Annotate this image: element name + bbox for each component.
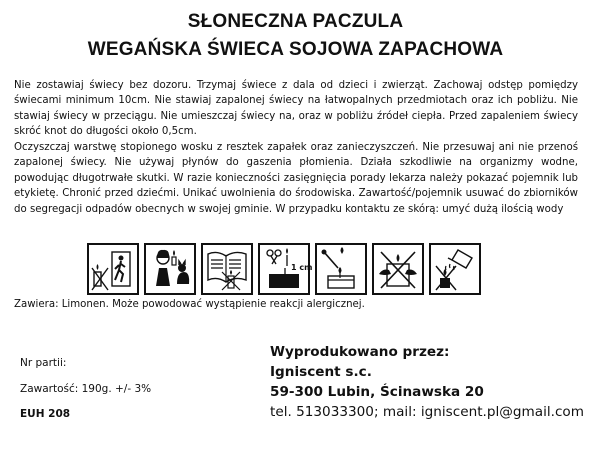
product-name: SŁONECZNA PACZULA bbox=[187, 11, 404, 32]
remove-debris-icon bbox=[315, 243, 367, 295]
net-content: Zawartość: 190g. +/- 3% bbox=[20, 383, 152, 395]
manufacturer-address: 59-300 Lubin, Ścinawska 20 bbox=[270, 384, 484, 400]
no-draft-icon bbox=[201, 243, 253, 295]
wick-length-label: 1 cm bbox=[291, 263, 313, 272]
allergen-notice: Zawiera: Limonen. Może powodować wystąpienie reakcji alergicznej. bbox=[14, 299, 365, 310]
do-not-move-lit-candle-icon bbox=[372, 243, 424, 295]
safety-paragraph-2: Oczyszczaj warstwę stopionego wosku z resztek zapałek oraz zanieczyszczeń. Nie przesuwaj ani nie przenoś zapalonej świecy. Nie używaj płynów do gaszenia płomienia. Działa szkodliwie na organizmy wodne, powodując długotrwałe skutki. W razie konieczności zasięgnięcia porady lekarza należy pokazać pojemnik lub etykietę. Chronić przed dziećmi. Unikać uwolnienia do środowiska. Zawartość/pojemnik usuwać do zbiorników do segregacji odpadów obecnych w swojej gminie. W przypadku kontaktu ze skórą: umyć dużą ilością wody bbox=[14, 142, 578, 215]
do-not-leave-unattended-icon bbox=[87, 243, 139, 295]
euh-code: EUH 208 bbox=[20, 408, 71, 420]
manufacturer-heading: Wyprodukowano przez: bbox=[270, 344, 450, 360]
safety-paragraph-1: Nie zostawiaj świecy bez dozoru. Trzymaj świece z dala od dzieci i zwierząt. Zachowaj odstęp pomiędzy świecami minimum 10cm. Nie stawiaj zapalonej świecy na łatwopalnych przedmiotach oraz ich pobliżu. Nie stawiaj świecy w przeciągu. Nie umieszczaj świecy na, oraz w pobliżu źródeł ciepła. Przed zapaleniem świecy skróć knot do długości około 0,5cm. bbox=[14, 80, 578, 138]
manufacturer-block bbox=[270, 342, 584, 422]
manufacturer-company: Igniscent s.c. bbox=[270, 364, 372, 380]
manufacturer-contact: tel. 513033300; mail: igniscent.pl@gmail.com bbox=[270, 404, 584, 420]
trim-wick-icon bbox=[258, 243, 313, 295]
safety-pictograms bbox=[87, 243, 481, 295]
batch-number: Nr partii: bbox=[20, 357, 67, 369]
product-type: WEGAŃSKA ŚWIECA SOJOWA ZAPACHOWA bbox=[87, 39, 504, 60]
no-water-extinguish-icon bbox=[429, 243, 481, 295]
keep-from-children-and-pets-icon bbox=[144, 243, 196, 295]
